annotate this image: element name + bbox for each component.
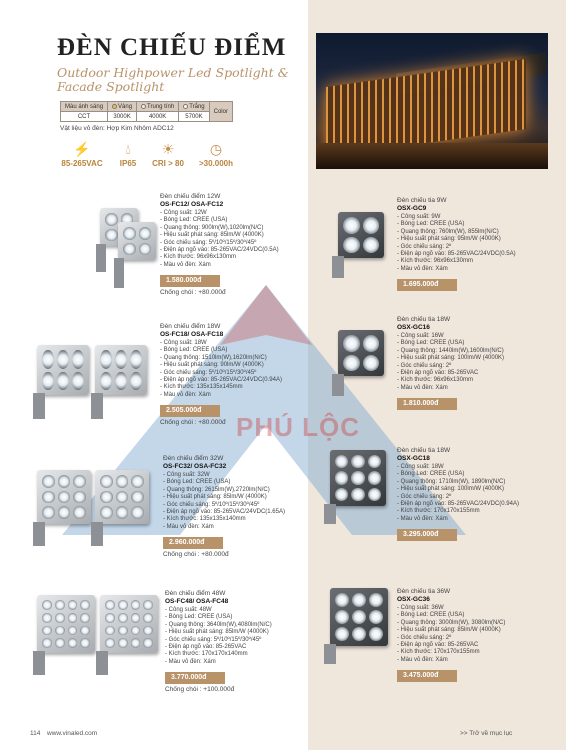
product-fc32	[163, 455, 313, 558]
spec-item: - Kích thước: 170x170x155mm	[397, 649, 480, 656]
spec-item: - Công suất: 18W	[160, 340, 207, 346]
spec-item: - Hiệu suất phát sáng: 85lm/W (4000K)	[163, 494, 267, 501]
spec-item: - Hiệu suất phát sáng: 95lm/W (4000K)	[397, 236, 501, 243]
spec-item: - Màu vỏ đèn: Xám	[163, 523, 214, 530]
product-name: Đèn chiếu điểm 32W	[163, 455, 224, 462]
spec-item: - Góc chiếu sáng: 2º	[397, 362, 452, 369]
price-tag: 3.475.000đ	[397, 670, 457, 682]
feature-ip: 💧︎ IP65	[103, 141, 153, 168]
spec-item: - Kích thước: 96x96x130mm	[397, 377, 473, 384]
spec-item: - Quang thông: 3640lm(W),4080lm(N/C)	[165, 621, 272, 628]
feature-lifetime: ◷ >30.000h	[191, 141, 241, 168]
spec-item: - Kích thước: 96x96x130mm	[397, 258, 473, 265]
product-name: Đèn chiếu điểm 18W	[160, 323, 221, 330]
product-fc12	[160, 193, 310, 296]
price-tag: 1.580.000đ	[160, 275, 220, 287]
spec-item: - Công suất: 48W	[165, 607, 212, 613]
product-name: Đèn chiếu điểm 12W	[160, 193, 221, 200]
spec-item: - Điện áp ngõ vào: 85-265VAC	[397, 642, 479, 649]
spec-item: - Màu vỏ đèn: Xám	[397, 384, 448, 391]
product-code: OSX-GC36	[397, 596, 430, 603]
housing-material: Vật liệu vỏ đèn: Hợp Kim Nhôm ADC12	[60, 125, 174, 132]
spec-list	[160, 210, 310, 269]
product-name: Đèn chiếu tia 36W	[397, 588, 451, 595]
spec-item: - Hiệu suất phát sáng: 90lm/W (4000K)	[160, 362, 264, 369]
spec-item: - Điện áp ngõ vào: 85-265VAC	[165, 644, 247, 651]
spec-item: - Bóng Led: CREE (USA)	[160, 347, 228, 354]
product-code: OSX-GC9	[397, 205, 427, 212]
spec-item: - Góc chiếu sáng: 5º/10º/15º/30º/45º	[165, 636, 262, 643]
spec-list	[160, 340, 310, 399]
spec-item: - Điện áp ngõ vào: 85-265VAC/24VDC(0.94A)	[160, 377, 282, 384]
feature-cri: ☀ CRI > 80	[143, 141, 193, 168]
spec-item: - Kích thước: 96x96x130mm	[160, 254, 236, 261]
cct-table	[60, 101, 233, 122]
product-fc18	[160, 323, 310, 426]
product-gc16	[397, 316, 547, 410]
clock-icon: ◷	[209, 141, 223, 157]
spec-item: - Màu vỏ đèn: Xám	[165, 658, 216, 665]
spec-item: - Góc chiếu sáng: 2º	[397, 493, 452, 500]
spec-item: - Quang thông: 900lm(W),1020lm(N/C)	[160, 224, 264, 231]
cct-color-label: Color	[209, 102, 232, 122]
spec-list	[397, 605, 547, 664]
cct-option-name: Trung tính	[147, 103, 175, 110]
spec-list	[163, 472, 313, 531]
spec-item: - Điện áp ngõ vào: 85-265VAC/24VDC(0.5A)	[160, 247, 279, 254]
product-name: Đèn chiếu điểm 48W	[165, 590, 226, 597]
spec-item: - Hiệu suất phát sáng: 100lm/W (4000K)	[397, 355, 505, 362]
spec-item: - Công suất: 32W	[163, 472, 210, 478]
building-facade-photo	[316, 33, 548, 169]
product-code: OS-FC12/ OSA-FC12	[160, 201, 224, 208]
anti-glare-option: Chống chói : +100.000đ	[165, 686, 235, 694]
spec-item: - Bóng Led: CREE (USA)	[397, 612, 465, 619]
spec-item: - Màu vỏ đèn: Xám	[397, 265, 448, 272]
spec-item: - Quang thông: 760lm(W), 855lm(N/C)	[397, 228, 499, 235]
product-gc9	[397, 197, 547, 291]
cct-option-name: Vàng	[118, 103, 133, 110]
price-tag: 2.960.000đ	[163, 537, 223, 549]
anti-glare-option: Chống chói : +80.000đ	[160, 289, 226, 297]
spec-item: - Bóng Led: CREE (USA)	[163, 479, 231, 486]
cct-value: 5700K	[179, 112, 209, 122]
cct-row-label: Màu ánh sáng	[61, 102, 108, 112]
spec-item: - Kích thước: 170x170x155mm	[397, 508, 480, 515]
spec-item: - Quang thông: 1710lm(W), 1890lm(N/C)	[397, 478, 506, 485]
spec-item: - Bóng Led: CREE (USA)	[397, 221, 465, 228]
spec-item: - Hiệu suất phát sáng: 85lm/W (4000K)	[165, 629, 269, 636]
sun-icon: ☀	[161, 141, 175, 157]
spec-list	[397, 214, 547, 273]
product-name: Đèn chiếu tia 18W	[397, 316, 451, 323]
spec-list	[165, 607, 315, 666]
price-tag: 2.505.000đ	[160, 405, 220, 417]
spec-item: - Góc chiếu sáng: 5º/10º/15º/30º/45º	[163, 501, 260, 508]
spec-item: - Góc chiếu sáng: 2º	[397, 243, 452, 250]
product-code: OS-FC18/ OSA-FC18	[160, 331, 224, 338]
spec-list	[397, 333, 547, 392]
lightning-icon: ⚡	[73, 141, 91, 157]
feature-voltage: ⚡ 85-265VAC	[57, 141, 107, 168]
page-number: 114	[30, 730, 41, 737]
spec-item: - Điện áp ngõ vào: 85-265VAC	[397, 370, 479, 377]
spec-item: - Màu vỏ đèn: Xám	[160, 261, 211, 268]
product-code: OS-FC32/ OSA-FC32	[163, 463, 227, 470]
water-drop-icon: 💧︎	[125, 141, 131, 157]
spec-item: - Kích thước: 135x135x145mm	[160, 384, 243, 391]
product-code: OSX-GC18	[397, 455, 430, 462]
spec-item: - Quang thông: 1510lm(W),1620lm(N/C)	[160, 354, 267, 361]
product-name: Đèn chiếu tia 9W	[397, 197, 447, 204]
cct-value: 4000K	[137, 112, 179, 122]
spec-item: - Điện áp ngõ vào: 85-265VAC/24VDC(1.65A)	[163, 509, 285, 516]
page-subtitle: Outdoor Highpower Led Spotlight & Facade Spotlight	[57, 65, 289, 94]
watermark-text: PHÚ LỘC	[236, 412, 360, 442]
spec-item: - Công suất: 18W	[397, 464, 444, 470]
spec-item: - Góc chiếu sáng: 5º/10º/15º/30º/45º	[160, 369, 257, 376]
product-name: Đèn chiếu tia 18W	[397, 447, 451, 454]
cct-option-name: Trắng	[189, 103, 205, 110]
spec-item: - Góc chiếu sáng: 5º/10º/15º/30º/45º	[160, 239, 257, 246]
spec-item: - Bóng Led: CREE (USA)	[397, 340, 465, 347]
spec-item: - Kích thước: 135x135x140mm	[163, 516, 246, 523]
spec-item: - Hiệu suất phát sáng: 85lm/W (4000K)	[160, 232, 264, 239]
product-gc18	[397, 447, 547, 541]
price-tag: 3.770.000đ	[165, 672, 225, 684]
spec-item: - Điện áp ngõ vào: 85-265VAC/24VDC(0.94A)	[397, 501, 519, 508]
spec-item: - Điện áp ngõ vào: 85-265VAC/24VDC(0.5A)	[397, 251, 516, 258]
spec-item: - Công suất: 16W	[397, 333, 444, 339]
spec-item: - Công suất: 9W	[397, 214, 441, 220]
spec-item: - Màu vỏ đèn: Xám	[160, 391, 211, 398]
price-tag: 3.295.000đ	[397, 529, 457, 541]
price-tag: 1.695.000đ	[397, 279, 457, 291]
spec-item: - Công suất: 12W	[160, 210, 207, 216]
product-code: OSX-GC16	[397, 324, 430, 331]
anti-glare-option: Chống chói : +80.000đ	[163, 551, 229, 559]
spec-item: - Kích thước: 170x170x140mm	[165, 651, 248, 658]
page-title: ĐÈN CHIẾU ĐIỂM	[57, 34, 287, 61]
product-gc36	[397, 588, 547, 682]
spec-list	[397, 464, 547, 523]
product-code: OS-FC48/ OSA-FC48	[165, 598, 229, 605]
cct-value: 3000K	[108, 112, 137, 122]
spec-item: - Quang thông: 3000lm(W), 3080lm(N/C)	[397, 619, 506, 626]
spec-item: - Bóng Led: CREE (USA)	[397, 471, 465, 478]
spec-item: - Quang thông: 2615lm(W),2720lm(N/C)	[163, 486, 270, 493]
website-link[interactable]: www.vinaled.com	[47, 730, 98, 737]
spec-item: - Quang thông: 1440lm(W),1600lm(N/C)	[397, 347, 504, 354]
spec-item: - Công suất: 36W	[397, 605, 444, 611]
anti-glare-option: Chống chói : +80.000đ	[160, 419, 226, 427]
back-to-contents-link[interactable]: >> Trở về mục lục	[460, 730, 513, 737]
spec-item: - Hiệu suất phát sáng: 85lm/W (4000K)	[397, 627, 501, 634]
spec-item: - Góc chiếu sáng: 2º	[397, 634, 452, 641]
price-tag: 1.810.000đ	[397, 398, 457, 410]
spec-item: - Hiệu suất phát sáng: 100lm/W (4000K)	[397, 486, 505, 493]
spec-item: - Màu vỏ đèn: Xám	[397, 656, 448, 663]
spec-item: - Bóng Led: CREE (USA)	[160, 217, 228, 224]
spec-item: - Màu vỏ đèn: Xám	[397, 515, 448, 522]
cct-row-label: CCT	[61, 112, 108, 122]
product-fc48	[165, 590, 315, 693]
spec-item: - Bóng Led: CREE (USA)	[165, 614, 233, 621]
